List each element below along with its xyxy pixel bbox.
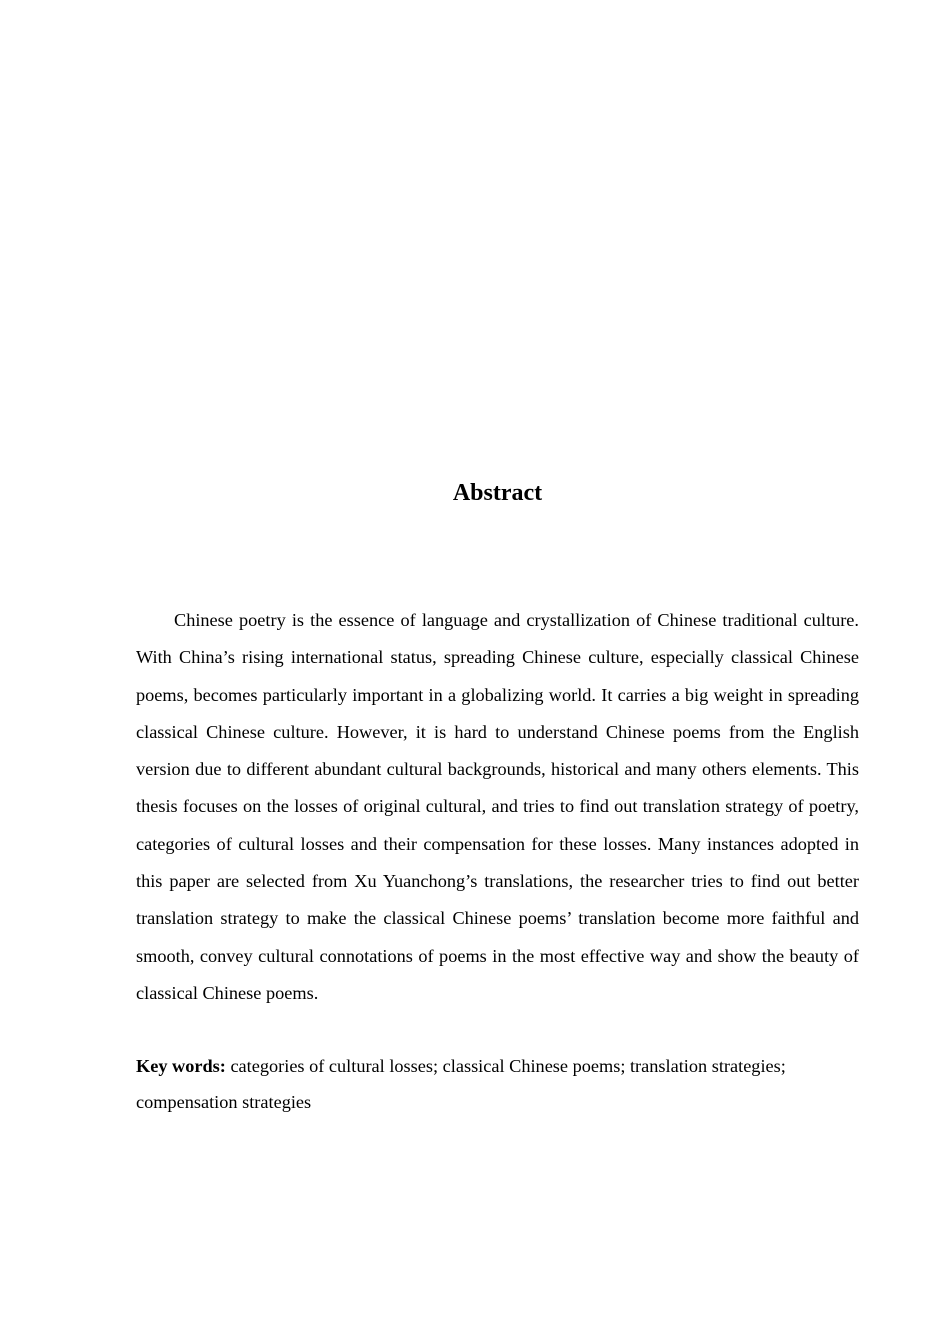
abstract-title: Abstract xyxy=(452,480,543,506)
keywords-line xyxy=(136,1048,859,1120)
keywords-text: categories of cultural losses; classical Chinese poems; translation strategies; compensation strategies xyxy=(136,1056,786,1112)
abstract-paragraph: Chinese poetry is the essence of language and crystallization of Chinese traditional culture. With China’s rising international status, spreading Chinese culture, especially classical Chinese poems, becomes particularly important in a globalizing world. It carries a big weight in spreading classical Chinese culture. However, it is hard to understand Chinese poems from the English version due to different abundant cultural backgrounds, historical and many others elements. This thesis focuses on the losses of original cultural, and tries to find out translation strategy of poetry, categories of cultural losses and their compensation for these losses. Many instances adopted in this paper are selected from Xu Yuanchong’s translations, the researcher tries to find out better translation strategy to make the classical Chinese poems’ translation become more faithful and smooth, convey cultural connotations of poems in the most effective way and show the beauty of classical Chinese poems. xyxy=(136,610,859,1003)
keywords-label: Key words: xyxy=(136,1056,226,1076)
